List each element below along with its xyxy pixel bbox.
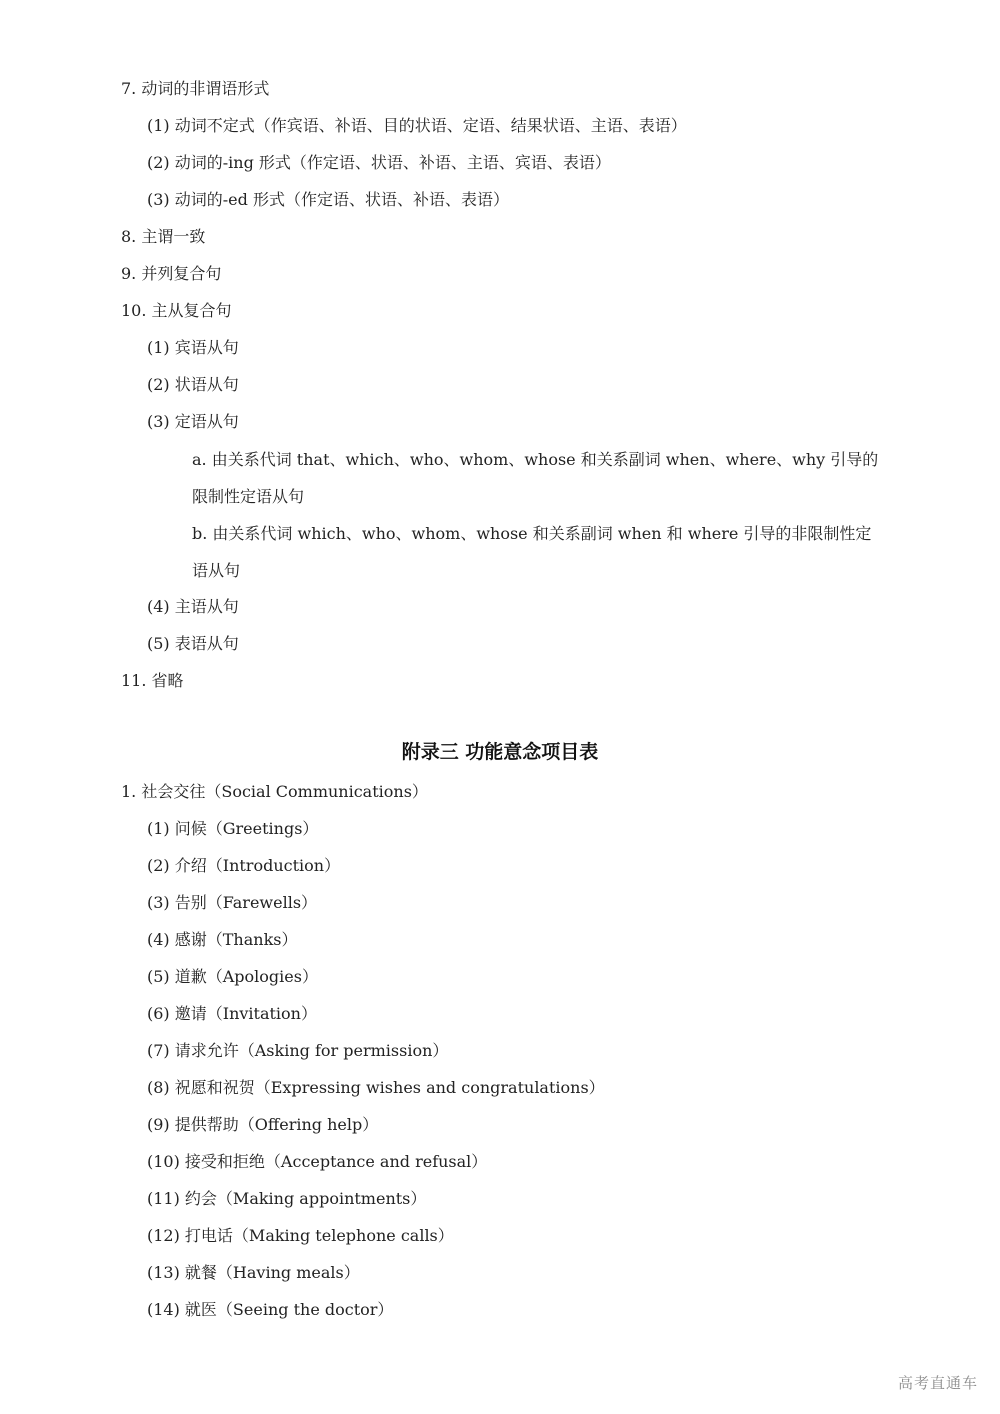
grammar-item-10-3-a: a. 由关系代词 that、which、who、whom、whose 和关系副词 when、where、why 引导的限制性定语从句 xyxy=(192,450,879,506)
grammar-item-10-3: (3) 定语从句 xyxy=(147,412,239,431)
list-item: (11) 约会（Making appointments） xyxy=(147,1189,427,1208)
list-item: (8) 祝愿和祝贺（Expressing wishes and congratulations） xyxy=(147,1078,605,1097)
grammar-item-10-1: (1) 宾语从句 xyxy=(147,338,239,357)
grammar-item-10-4: (4) 主语从句 xyxy=(147,597,239,616)
list-item: (2) 介绍（Introduction） xyxy=(147,856,341,875)
grammar-item-7-1: (1) 动词不定式（作宾语、补语、目的状语、定语、结果状语、主语、表语） xyxy=(147,116,687,135)
grammar-item-7: 7. 动词的非谓语形式 xyxy=(121,79,270,98)
grammar-item-10: 10. 主从复合句 xyxy=(121,301,232,320)
list-item: (10) 接受和拒绝（Acceptance and refusal） xyxy=(147,1152,488,1171)
list-item: (13) 就餐（Having meals） xyxy=(147,1263,360,1282)
list-item: (4) 感谢（Thanks） xyxy=(147,930,298,949)
grammar-item-10-5: (5) 表语从句 xyxy=(147,634,239,653)
list-item: (12) 打电话（Making telephone calls） xyxy=(147,1226,454,1245)
list-item: (1) 问候（Greetings） xyxy=(147,819,319,838)
grammar-item-7-2: (2) 动词的-ing 形式（作定语、状语、补语、主语、宾语、表语） xyxy=(147,153,611,172)
grammar-item-10-3-b: b. 由关系代词 which、who、whom、whose 和关系副词 when 和 where 引导的非限制性定语从句 xyxy=(192,524,872,580)
grammar-item-11: 11. 省略 xyxy=(121,671,184,690)
list-item: (6) 邀请（Invitation） xyxy=(147,1004,317,1023)
list-item: (7) 请求允许（Asking for permission） xyxy=(147,1041,449,1060)
list-item: (5) 道歉（Apologies） xyxy=(147,967,318,986)
appendix-3-item-1: 1. 社会交往（Social Communications） xyxy=(121,782,428,801)
list-item: (14) 就医（Seeing the doctor） xyxy=(147,1300,394,1319)
appendix-3-title: 附录三 功能意念项目表 xyxy=(401,741,599,763)
grammar-item-9: 9. 并列复合句 xyxy=(121,264,222,283)
grammar-item-8: 8. 主谓一致 xyxy=(121,227,206,246)
grammar-item-7-3: (3) 动词的-ed 形式（作定语、状语、补语、表语） xyxy=(147,190,509,209)
grammar-item-10-2: (2) 状语从句 xyxy=(147,375,239,394)
list-item: (9) 提供帮助（Offering help） xyxy=(147,1115,379,1134)
list-item: (3) 告别（Farewells） xyxy=(147,893,318,912)
watermark: 高考直通车 xyxy=(897,1374,978,1392)
